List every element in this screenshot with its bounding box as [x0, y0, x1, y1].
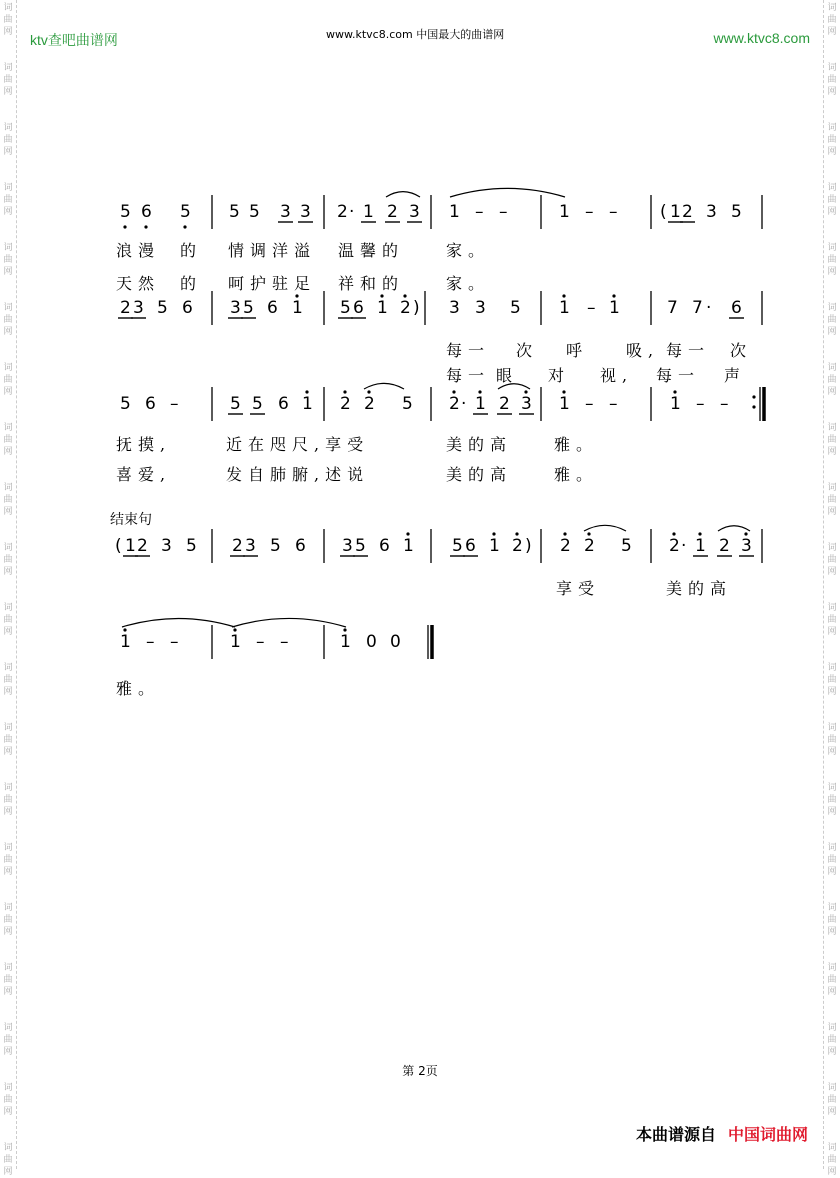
- note: ·: [681, 536, 687, 556]
- note: 7: [667, 298, 678, 318]
- lyric-text: 美的高: [446, 465, 513, 484]
- note: 1: [609, 298, 620, 318]
- watermark-text: 词 曲 网: [827, 963, 837, 997]
- section-label: 结束句: [110, 512, 152, 528]
- watermark-text: 词 曲 网: [827, 603, 837, 637]
- high-octave-dot: [612, 294, 615, 297]
- note: 1: [302, 394, 313, 414]
- note: 6: [141, 202, 152, 222]
- note: 5: [243, 298, 254, 318]
- watermark-text: 词 曲 网: [3, 663, 13, 697]
- high-octave-dot: [295, 294, 298, 297]
- lyric-text: 视,: [600, 366, 634, 385]
- high-octave-dot: [233, 628, 236, 631]
- watermark-text: 词 曲 网: [827, 903, 837, 937]
- watermark-text: 词 曲 网: [827, 1083, 837, 1117]
- note: 2: [364, 394, 375, 414]
- note: 5: [120, 394, 131, 414]
- note: –: [146, 632, 155, 652]
- high-octave-dot: [698, 532, 701, 535]
- high-octave-dot: [367, 390, 370, 393]
- high-octave-dot: [672, 532, 675, 535]
- lyric-text: 声: [724, 366, 747, 385]
- note: 5: [355, 536, 366, 556]
- lyric-text: 雅。: [554, 435, 599, 454]
- high-octave-dot: [343, 390, 346, 393]
- lyric-text: 每一: [666, 341, 711, 360]
- watermark-text: 词 曲 网: [3, 3, 13, 37]
- watermark-text: 词 曲 网: [3, 903, 13, 937]
- watermark-text: 词 曲 网: [827, 423, 837, 457]
- note: –: [170, 632, 179, 652]
- note: 3: [133, 298, 144, 318]
- watermark-text: 词 曲 网: [3, 843, 13, 877]
- note: –: [587, 298, 596, 318]
- lyric-text: 美的高: [446, 435, 513, 454]
- high-octave-dot: [403, 294, 406, 297]
- low-octave-dot: [183, 225, 186, 228]
- note: 2: [719, 536, 730, 556]
- watermark-text: 词 曲 网: [3, 783, 13, 817]
- note: 5: [230, 394, 241, 414]
- note: 5: [510, 298, 521, 318]
- tie-slur: [584, 525, 626, 531]
- note: –: [280, 632, 289, 652]
- watermark-text: 词 曲 网: [827, 123, 837, 157]
- lyric-text: 雅。: [554, 465, 599, 484]
- repeat-dot: [752, 405, 755, 408]
- watermark-text: 词 曲 网: [3, 1023, 13, 1057]
- low-octave-dot: [144, 225, 147, 228]
- note: 6: [295, 536, 306, 556]
- watermark-text: 词 曲 网: [3, 483, 13, 517]
- lyric-text: 呼: [566, 341, 589, 360]
- note: 3: [741, 536, 752, 556]
- note: 3: [409, 202, 420, 222]
- watermark-text: 词 曲 网: [3, 1083, 13, 1117]
- high-octave-dot: [478, 390, 481, 393]
- high-octave-dot: [123, 628, 126, 631]
- note: 0: [390, 632, 401, 652]
- note: 3: [521, 394, 532, 414]
- high-octave-dot: [562, 294, 565, 297]
- watermark-text: 词 曲 网: [827, 3, 837, 37]
- watermark-text: 词 曲 网: [827, 543, 837, 577]
- watermark-text: 词 曲 网: [3, 1143, 13, 1177]
- watermark-text: 词 曲 网: [3, 603, 13, 637]
- note: –: [170, 394, 179, 414]
- lyric-text: 情调洋溢: [228, 241, 317, 260]
- note: ): [525, 536, 532, 556]
- note: 1: [559, 394, 570, 414]
- note: ): [413, 298, 420, 318]
- watermark-text: 词 曲 网: [3, 243, 13, 277]
- note: 1: [120, 632, 131, 652]
- note: 1: [475, 394, 486, 414]
- low-octave-dot: [123, 225, 126, 228]
- note: 3: [475, 298, 486, 318]
- note: 5: [229, 202, 240, 222]
- watermark-text: 词 曲 网: [827, 63, 837, 97]
- lyric-text: 发自肺腑,述说: [226, 465, 370, 484]
- note: –: [585, 394, 594, 414]
- watermark-text: 词 曲 网: [3, 63, 13, 97]
- note: –: [609, 202, 618, 222]
- lyric-text: 眼: [496, 366, 519, 385]
- note: 1: [230, 632, 241, 652]
- note: –: [720, 394, 729, 414]
- high-octave-dot: [515, 532, 518, 535]
- watermark-text: 词 曲 网: [827, 663, 837, 697]
- note: 3: [449, 298, 460, 318]
- lyric-text: 温馨的: [338, 241, 405, 260]
- note: 5: [270, 536, 281, 556]
- header-site-url[interactable]: www.ktvc8.com: [713, 30, 810, 46]
- watermark-text: 词 曲 网: [827, 1023, 837, 1057]
- watermark-text: 词 曲 网: [3, 303, 13, 337]
- note: –: [499, 202, 508, 222]
- lyric-text: 每一: [446, 341, 491, 360]
- note: 5: [402, 394, 413, 414]
- note: 2: [512, 536, 523, 556]
- tie-slur: [122, 618, 235, 627]
- high-octave-dot: [380, 294, 383, 297]
- note: 6: [465, 536, 476, 556]
- note: 1: [559, 202, 570, 222]
- lyric-text: 每一: [446, 366, 491, 385]
- note: 3: [230, 298, 241, 318]
- lyric-text: 近在咫尺,享受: [226, 435, 370, 454]
- watermark-text: 词 曲 网: [827, 843, 837, 877]
- source-credit: [636, 1122, 808, 1145]
- high-octave-dot: [452, 390, 455, 393]
- note: 1: [403, 536, 414, 556]
- watermark-text: 词 曲 网: [827, 483, 837, 517]
- note: 2: [560, 536, 571, 556]
- lyric-text: 的: [180, 274, 203, 293]
- header-tagline: www.ktvc8.com 中国最大的曲谱网: [326, 28, 505, 41]
- watermark-text: 词 曲 网: [827, 303, 837, 337]
- page-number: 第 2页: [402, 1064, 438, 1078]
- note: 2: [337, 202, 348, 222]
- note: 1: [670, 202, 681, 222]
- lyric-text: 次: [516, 341, 539, 360]
- note: –: [585, 202, 594, 222]
- note: 1: [559, 298, 570, 318]
- note: 3: [706, 202, 717, 222]
- note: 1: [449, 202, 460, 222]
- note: 2: [400, 298, 411, 318]
- watermark-text: 词 曲 网: [3, 963, 13, 997]
- note: 5: [452, 536, 463, 556]
- high-octave-dot: [305, 390, 308, 393]
- watermark-text: 词 曲 网: [3, 723, 13, 757]
- note: 2: [387, 202, 398, 222]
- note: 2: [499, 394, 510, 414]
- lyric-text: 每一: [656, 366, 701, 385]
- watermark-text: 词 曲 网: [3, 183, 13, 217]
- note: 6: [267, 298, 278, 318]
- watermark-text: 词 曲 网: [827, 783, 837, 817]
- high-octave-dot: [343, 628, 346, 631]
- note: –: [696, 394, 705, 414]
- note: 1: [340, 632, 351, 652]
- lyric-text: 呵护驻足: [228, 274, 317, 293]
- note: 1: [489, 536, 500, 556]
- note: 1: [363, 202, 374, 222]
- high-octave-dot: [744, 532, 747, 535]
- note: (: [115, 536, 122, 556]
- tie-slur: [364, 383, 404, 389]
- lyric-text: 对: [548, 366, 571, 385]
- tie-slur: [232, 618, 346, 627]
- lyric-text: 家。: [446, 241, 491, 260]
- note: 1: [670, 394, 681, 414]
- note: 2: [584, 536, 595, 556]
- note: 3: [161, 536, 172, 556]
- note: 5: [157, 298, 168, 318]
- note: –: [256, 632, 265, 652]
- note: 5: [180, 202, 191, 222]
- lyric-text: 喜爱,: [116, 465, 172, 484]
- lyric-text: 天然: [116, 274, 161, 293]
- note: –: [475, 202, 484, 222]
- high-octave-dot: [563, 532, 566, 535]
- note: 1: [125, 536, 136, 556]
- note: 2: [232, 536, 243, 556]
- tie-slur: [450, 188, 565, 197]
- tie-slur: [718, 526, 750, 531]
- note: 6: [731, 298, 742, 318]
- note: 1: [695, 536, 706, 556]
- note: 3: [300, 202, 311, 222]
- note: 7: [692, 298, 703, 318]
- note: 1: [377, 298, 388, 318]
- note: ·: [349, 202, 355, 222]
- lyric-text: 美的高: [666, 579, 733, 598]
- note: –: [609, 394, 618, 414]
- note: 6: [353, 298, 364, 318]
- note: 2: [120, 298, 131, 318]
- high-octave-dot: [492, 532, 495, 535]
- note: 0: [366, 632, 377, 652]
- lyric-text: 家。: [446, 274, 491, 293]
- high-octave-dot: [406, 532, 409, 535]
- note: (: [660, 202, 667, 222]
- header-site-name[interactable]: ktv查吧曲谱网: [30, 32, 118, 48]
- note: 2: [137, 536, 148, 556]
- note: 2: [340, 394, 351, 414]
- lyric-text: 祥和的: [338, 274, 405, 293]
- high-octave-dot: [587, 532, 590, 535]
- source-site-name[interactable]: 中国词曲网: [727, 1125, 808, 1144]
- lyric-text: 次: [730, 341, 753, 360]
- note: 5: [120, 202, 131, 222]
- lyric-text: 享受: [556, 579, 601, 598]
- watermark-text: 词 曲 网: [827, 1143, 837, 1177]
- note: 3: [342, 536, 353, 556]
- tie-slur: [386, 192, 420, 197]
- lyric-text: 的: [180, 241, 203, 260]
- watermark-text: 词 曲 网: [3, 123, 13, 157]
- repeat-dot: [752, 395, 755, 398]
- lyric-text: 吸,: [626, 341, 660, 360]
- watermark-text: 词 曲 网: [827, 723, 837, 757]
- high-octave-dot: [524, 390, 527, 393]
- note: 5: [340, 298, 351, 318]
- note: 5: [186, 536, 197, 556]
- watermark-text: 词 曲 网: [3, 423, 13, 457]
- note: 2: [682, 202, 693, 222]
- note: 5: [252, 394, 263, 414]
- note: 6: [278, 394, 289, 414]
- source-prefix: 本曲谱源自: [635, 1125, 716, 1144]
- note: 6: [182, 298, 193, 318]
- note: 3: [245, 536, 256, 556]
- lyric-text: 雅。: [116, 679, 161, 698]
- high-octave-dot: [673, 390, 676, 393]
- watermark-text: 词 曲 网: [827, 183, 837, 217]
- high-octave-dot: [562, 390, 565, 393]
- note: ·: [706, 298, 712, 318]
- watermark-text: 词 曲 网: [827, 243, 837, 277]
- note: 6: [145, 394, 156, 414]
- note: 1: [292, 298, 303, 318]
- note: 5: [249, 202, 260, 222]
- note: ·: [461, 394, 467, 414]
- watermark-text: 词 曲 网: [3, 543, 13, 577]
- note: 2: [449, 394, 460, 414]
- note: 2: [669, 536, 680, 556]
- note: 5: [621, 536, 632, 556]
- note: 5: [731, 202, 742, 222]
- note: 6: [379, 536, 390, 556]
- lyric-text: 抚摸,: [116, 435, 172, 454]
- watermark-text: 词 曲 网: [3, 363, 13, 397]
- note: 3: [280, 202, 291, 222]
- lyric-text: 浪漫: [116, 241, 161, 260]
- watermark-text: 词 曲 网: [827, 363, 837, 397]
